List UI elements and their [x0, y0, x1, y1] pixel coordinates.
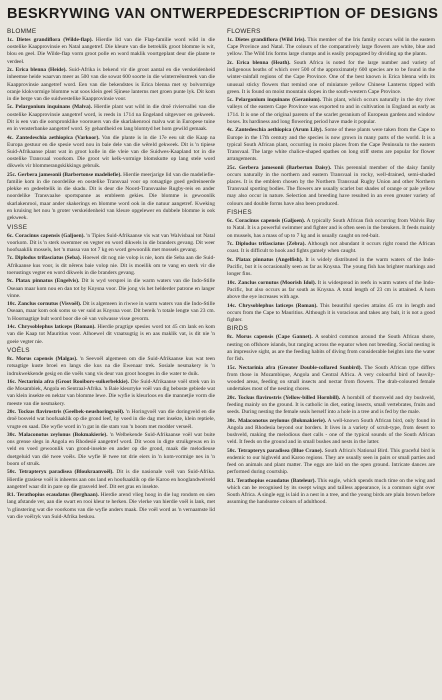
entry-body: Some of these plants were taken from the Cape to Europe in the 17th century and the species is now grown in many parts of the world. It is a typical South African plant, occurring in moist places from the Cape Peninsula to the eastern Transvaal. The large white chalice-shaped spathes on long stiff stems are popular for flower arrangements. [227, 127, 436, 163]
entry-body: 'n Welbekende Suid-Afrikaanse voël wat buite ons grense slegs in Angola en Rhodesië aangetref word. Dit woon in digte struikgewas en in veld en voed gewoonlik van grond-insekte en ander op die grond, maak die melodieuse duetgeluid van dié twee voëls. Die wyfie lê twee tot drie eiers in 'n kom-vormige nes in 'n boom of struik. [7, 432, 216, 467]
entry-body: South Africa is noted for the large number and variety of indigenous heaths of which over 500 of the approximately 600 species are to be found in the winter-rainfall regions of the Cape Province. One of the best known is Erica blenna with its unusual sticky flowers that remind one of miniature yellow Chinese Lanterns tipped with green. It is found on moist mountain slopes in the south-western Cape Province. [227, 59, 436, 95]
entry-heading: 20c. Tockus flavirostris (Yellow-billed Hornbill). [227, 394, 341, 401]
entry-body: 'n Horingvoël van die doringveld en die droë bosveld wat hoofsaaklik op die grond leef, hy voed in die dag met insekte, klein reptiele, vrugte en saad. Die wyfie word in 'n gat in die stam van 'n boom met modder verseël. [7, 409, 216, 430]
entry-body: This member of the Iris family occurs wild in the eastern Cape Province and Natal. The colours of the comparatively large flowers are white, blue and yellow. The Wild Iris forms large clumps and is easily propagated by dividing up the plants. [227, 37, 435, 58]
entry-body: Dit is die nasionale voël van Suid-Afrika. Hierdie grasiese voël is inheems aan ons land en hoofsaaklik op die Karoo en hooglandweiveld aangetref waar dit in pare op die grasveld leef. Dit eet gras en insekte. [7, 469, 215, 490]
afrikaans-column [7, 27, 215, 522]
entry-body: Hierdie pragtige spesies word tot 45 cm lank en kom van die Kaap tot Mauritius voor. Alhoewel dit vraatsugtig is en aas maklik vat, is dit nie 'n goeie vegter nie. [7, 324, 215, 345]
entry-heading: 1c. Dietes grandiflora (Wilde-flap). [7, 37, 93, 43]
stamp-entry [227, 97, 435, 126]
entry-body: South Africa's National Bird. This graceful bird is endemic to our highveld and Karoo regions. They are usually seen in pairs or small parties and feed on animals and plant matter. The eggs are laid on the open ground. Intricate dances are performed during courtship. [227, 447, 436, 476]
entry-heading: 7c. Diplodus trifasciatus (Seba). [7, 255, 82, 262]
columns [7, 27, 435, 522]
entry-body: Hierdie arend vlieg hoog in die lug rondom en sien lang afstande ver, aan die swart en rooi kleur te herken. Die vlerke van hierdie voël is lank, met 'n glinstering wat die voorkoms van die wyfie anders maak. Die voël word as 'n vernaamste lid van die voëlryk van Suid-Afrika beskou. [7, 492, 215, 520]
entry-heading: 30c. Malaconotus zeylonus (Bokmakierie). [227, 417, 327, 424]
stamp-entry [7, 379, 215, 408]
stamp-entry [7, 356, 215, 378]
entry-body: Although not abundant it occurs right round the African coast. It is difficult to hook and fights gamely when caught. [227, 241, 435, 255]
entry-heading: 10c. Zanclus cornutus (Visvoël). [7, 301, 82, 308]
stamp-entry [227, 303, 435, 325]
english-title: DESCRIPTION OF DESIGNS [236, 6, 439, 22]
entry-body: This perennial member of the daisy family occurs naturally in the northern and eastern Transvaal in rocky, well-drained, semi-shaded places. It is the emblem chosen by the Northern Transvaal Rugby Union and other Northern Transvaal sporting bodies. The flowers are usually scarlet but shades of orange or pale yellow may also occur in nature. Selection and breeding have resulted in an even greater variety of colours and double forms have also been produced. [227, 164, 435, 207]
stamp-entry [7, 135, 215, 171]
stamp-entry [7, 492, 215, 521]
entry-body: A seabird common around the South African shore, nesting on offshore islands, but ranging across the equator when not breeding. Social nesting is an impressive sight, as are the feeding habits of diving from considerable heights into the water for fish. [227, 334, 435, 363]
section-heading: VOËLS [7, 347, 30, 355]
entry-heading: 50c. Tetrapteryx paradisea (Blue Crane). [227, 447, 323, 454]
entry-heading: 5c. Pelargonium inquinans (Geranium). [227, 97, 321, 104]
stamp-entry [227, 127, 435, 163]
afrikaans-title: BESKRYWING VAN ONTWERPE [7, 6, 237, 22]
entry-heading: 8c. Morus capensis (Cape Gannet). [227, 334, 313, 341]
stamp-entry [7, 255, 215, 277]
entry-body: A hornbill of thornveld and dry bushveld, feeding mainly on the ground. It is catholic in diet, eating insects, small vertebrates, fruits and seeds. During nesting the female seals herself into a hole in a tree and is fed by the male. [227, 394, 436, 416]
section-heading: BLOMME [7, 28, 37, 35]
entry-heading: 14c. Chrysoblephus laticeps (Roman). [227, 302, 318, 309]
entry-heading: 9c. Platax pinnatus (Engelvis). [7, 278, 80, 285]
entry-body: Die Suid-Afrikaanse voël strek van in die Mosambiek, Angola en Sentraal-Afrika. 'n Baie kleurryke voël van dig beboste gebiede wat van klein insekte en nektar van blomme lewe. Die wyfie is kleurloos en die mannetjie vorm die meeste van die nesmakery. [7, 379, 216, 407]
stamp-entry [7, 301, 215, 323]
entry-heading: 2c. Erica blenna (Heath). [227, 59, 291, 66]
stamp-entry [227, 241, 435, 255]
stamp-entry [227, 448, 435, 477]
stamp-entry [227, 365, 435, 394]
entry-heading: 20c. Tockus flavirostris (Geelbek-neushoringvoël). [7, 409, 125, 416]
entry-heading: 30c. Malaconotus zeylonus (Bokmakierie). [7, 432, 108, 439]
entry-heading: R1. Terathopius ecaudatus (Bateleur). [227, 477, 316, 484]
entry-body: Dit is algemeen in riwwe in warm waters van die Indo-Stille Oseaan, maar kom ook soms so ver suid as Knysna voor. Dit bereik 'n totale lengte van 23 cm. 'n Hoornagtige bult word boor die oë van volwasse visse gevorm. [7, 301, 216, 322]
section-heading: BIRDS [227, 325, 249, 333]
entry-heading: 6c. Coracinus capensis (Galjoen). [7, 232, 85, 239]
entry-heading: 4c. Zantedeschia aethiopica (Arum Lily). [227, 127, 323, 134]
stamp-entry [7, 469, 215, 491]
entry-body: The South African type differs from those in Mozambique, Angola and Central Africa. A very colourful bird of heavily-wooded areas, feeding on small insects and nectar from flowers. The drab-coloured female undertakes most of the nesting chores. [227, 364, 435, 393]
stamp-entry [7, 37, 215, 66]
entry-heading: 50c. Tetrapteryx paradisea (Bloukraanvoël). [7, 469, 114, 476]
entry-heading: 4c. Zantedeschia aethiopica (Varkoor). [7, 134, 100, 141]
stamp-entry [227, 257, 435, 279]
entry-heading: 6c. Coracinus capensis (Galjoen). [227, 218, 306, 225]
entry-heading: 16c. Nectarinia afra (Groot Rooibors-suikerbekkie). [7, 379, 129, 385]
entry-body: A typically South African fish occurring from Walvis Bay to Natal. It is a powerful swimmer and fighter and is often seen in the breakers. It feeds mainly on mussels, has a mass of up to 7 kg and is usually caught on red-bait. [227, 218, 435, 239]
entry-heading: 2c. Erica blenna (Heide). [7, 67, 67, 74]
stamp-entry [227, 60, 435, 96]
section-heading: FLOWERS [227, 28, 261, 35]
stamp-entry [7, 278, 215, 300]
stamp-entry [227, 395, 435, 417]
entry-body: A well-known South African bird, only found in Angola and Rhodesia beyond our borders. It lives in a variety of scrub-type, from desert to bushveld, making the melodious duet calls - one of the typical sounds of the South African veld. It feeds on the ground and in small bushes and nests in the latter. [227, 417, 435, 446]
stamp-entry [227, 334, 435, 363]
entry-heading: 15c. Nectarinia afra (Greater Double-collared Sunbird). [227, 364, 362, 371]
entry-body: Dit is wyd versprei in die warm waters van die Indo-Stille Oseaan maar kom nou en dan tot by Knysna voor. Die jong vis het helderder patrone en langer vinne. [7, 278, 216, 299]
title-row [7, 6, 439, 27]
entry-body: Hierdie meerjarige lid van die madeliefie-familie kom in die noordelike en oostelike Transvaal voor op rotsagtige goed gedreineerde plekke en gedeeltelik in die skadu. Dit is deur die Noord-Transvaalse Rugby-reis en ander noordelike Transvaalse sportspanne as embleem gekies. Die blomme is gewoonlik skarlakenrooi, maar ander skakerings en blomme word ook in die natuur aangetref. Kweking en kruising het nou 'n groter verskeidenheid van kleure opgelewer en dubbele blomme is ook gekweek. [7, 171, 216, 222]
stamp-entry [227, 280, 435, 302]
section-heading: FISHES [227, 209, 252, 217]
stamp-entry [227, 218, 435, 240]
entry-body: 'n Seevoël algemeen om die Suid-Afrikaanse kus wat teen rotsagtige kuste broei en langs die kus na die Ewenaar trek. Sosiale nesmakery is 'n indrukwekkende gesig en die voëls vang vis deur van groot hoogtes in die water te duik. [7, 356, 215, 377]
entry-heading: 25c. Gerbera jamesonii (Barberton Daisy). [227, 164, 332, 171]
entry-heading: R1. Terathopius ecaudatus (Berghaan). [7, 492, 99, 499]
stamp-entry [227, 418, 435, 447]
entry-heading: 9c. Platax pinnatus (Angelfish). [227, 256, 303, 263]
entry-body: Suid-Afrika is bekend vir die groot aantal en die verskeidenheid inheemse heide waarvan meer as 500 van die sowat 600 soorte in die winterreënstreek van die Kaapprovinsie aangetref word. Een van die bekendstes is Erica blenna met sy bolvormige oranje klokvormige blomme wat soos klein geel Sjinese lanterns met groen punte lyk. Dit kom in die berge van die suidwestelike Kaapprovinsie voor. [7, 67, 216, 102]
entry-heading: 7c. Diplodus trifasciatus (Zebra). [227, 241, 306, 248]
stamp-entry [7, 172, 215, 222]
stamp-entry [227, 165, 435, 208]
entry-heading: 25c. Gerbera jamesonii (Barbertonse madeliefie). [7, 171, 122, 178]
stamp-entry [227, 37, 435, 59]
entry-body: 'n Tipies Suid-Afrikaanse vis wat van Walvisbaai tot Natal voorkom. Dit is 'n sterk swemmer en vegter en word dikwels in die branders gevang. Dit weer hoofsaaklik mossels, het 'n massa van tot 7 kg en word gewoonlik met mossels gevang. [7, 232, 216, 253]
stamp-entry [7, 67, 215, 103]
entry-heading: 14c. Chrysoblephus laticeps (Roman). [7, 324, 96, 331]
stamp-entry [227, 478, 435, 507]
entry-body: This eagle, which spends much time on the wing and which can be recognised by its swept wings and tailless appearance, is a common sight over South Africa. A single egg is laid in a nest in a tree, and the young birds are plain brown before assuming the handsome colours of adulthood. [227, 477, 435, 506]
section-heading: VISSE [7, 223, 28, 231]
entry-body: It is widely distributed in the warm waters of the Indo-Pacific, but it is occasionally seen as far as Knysna. The young fish has brighter markings and longer fins. [227, 256, 435, 278]
entry-body: Hoewel dit nog nie volop is nie, kom die Seba aan die Suid-Afrikaanse kus voor, is dit nêrens baie volop nie. Dit is moeilik om te vang en sterk vir die toerustings vegter en word dikwels in die branders gevang. [7, 255, 216, 276]
entry-body: It is widespread in reefs in warm waters of the Indo-Pacific, but also occurs as far south as Knysna. A total length of 23 cm is attained. A horn above the eye increases with age. [227, 279, 435, 301]
entry-body: This beautiful species attains 45 cm in length and occurs from the Cape to Mauritius. Although it is voracious and takes any bait, it is not a good fighter. [227, 302, 435, 323]
stamp-entry [7, 409, 215, 431]
stamp-entry [7, 104, 215, 133]
entry-body: Van die plante is in die 17e eeu uit die Kaap na Europa gestuur en die spesie word nou in baie dele van die wêreld gekweek. Dit is 'n tipiese Suid-Afrikaanse plant wat in groot kolle in die vleie van die Suidwes-Kaapland tot in die oostelike Transvaal voorkom. Die groot wit kelk-vormige blomskutte op lang stele word dikwels vir blommerangskikkings gebruik. [7, 134, 215, 170]
entry-heading: 5c. Pelargonium inquinans (Malva). [7, 104, 92, 111]
stamp-entry [7, 432, 215, 468]
entry-body: Hierdie lid van die Flap-familie word wild in die oostelike Kaapprovinsie en Natal aangetref. Die kleure van die betreklik groot blomme is wit, blou en geel. Die Wilde-flap vorm groot polle en word maklik voortgeplant deur die plante te verdeel. [7, 37, 215, 65]
entry-heading: 10c. Zanclus cornutus (Moorish Idol). [227, 279, 316, 286]
english-column [227, 27, 435, 522]
entry-body: Hierdie plant wat wild in die droë riviervallei van die oostelike Kaapprovinsie aangetref word, is reeds in 1714 na Engeland uitgevoer en gekweek. Dit is een van die oorspronklike voorouers van die skarlakenrooi malva wat in Europese tuine en in vensterbanke aangetref word. Sy gehardheid en lang blomtyd het hom gewild gemaak. [7, 104, 216, 133]
stamp-entry [7, 324, 215, 346]
entry-heading: 8c. Morus capensis (Malgas). [7, 356, 78, 363]
stamp-entry [7, 233, 215, 255]
entry-heading: 1c. Dietes grandiflora (Wild Iris). [227, 37, 306, 43]
entry-body: This plant, which occurs naturally in the dry river valleys of the eastern Cape Province was exported to and in cultivation in England as early as 1714. It is one of the original parents of the scarlet geranium of European gardens and window boxes. Its hardiness and long flowering period have made it popular. [227, 97, 436, 125]
